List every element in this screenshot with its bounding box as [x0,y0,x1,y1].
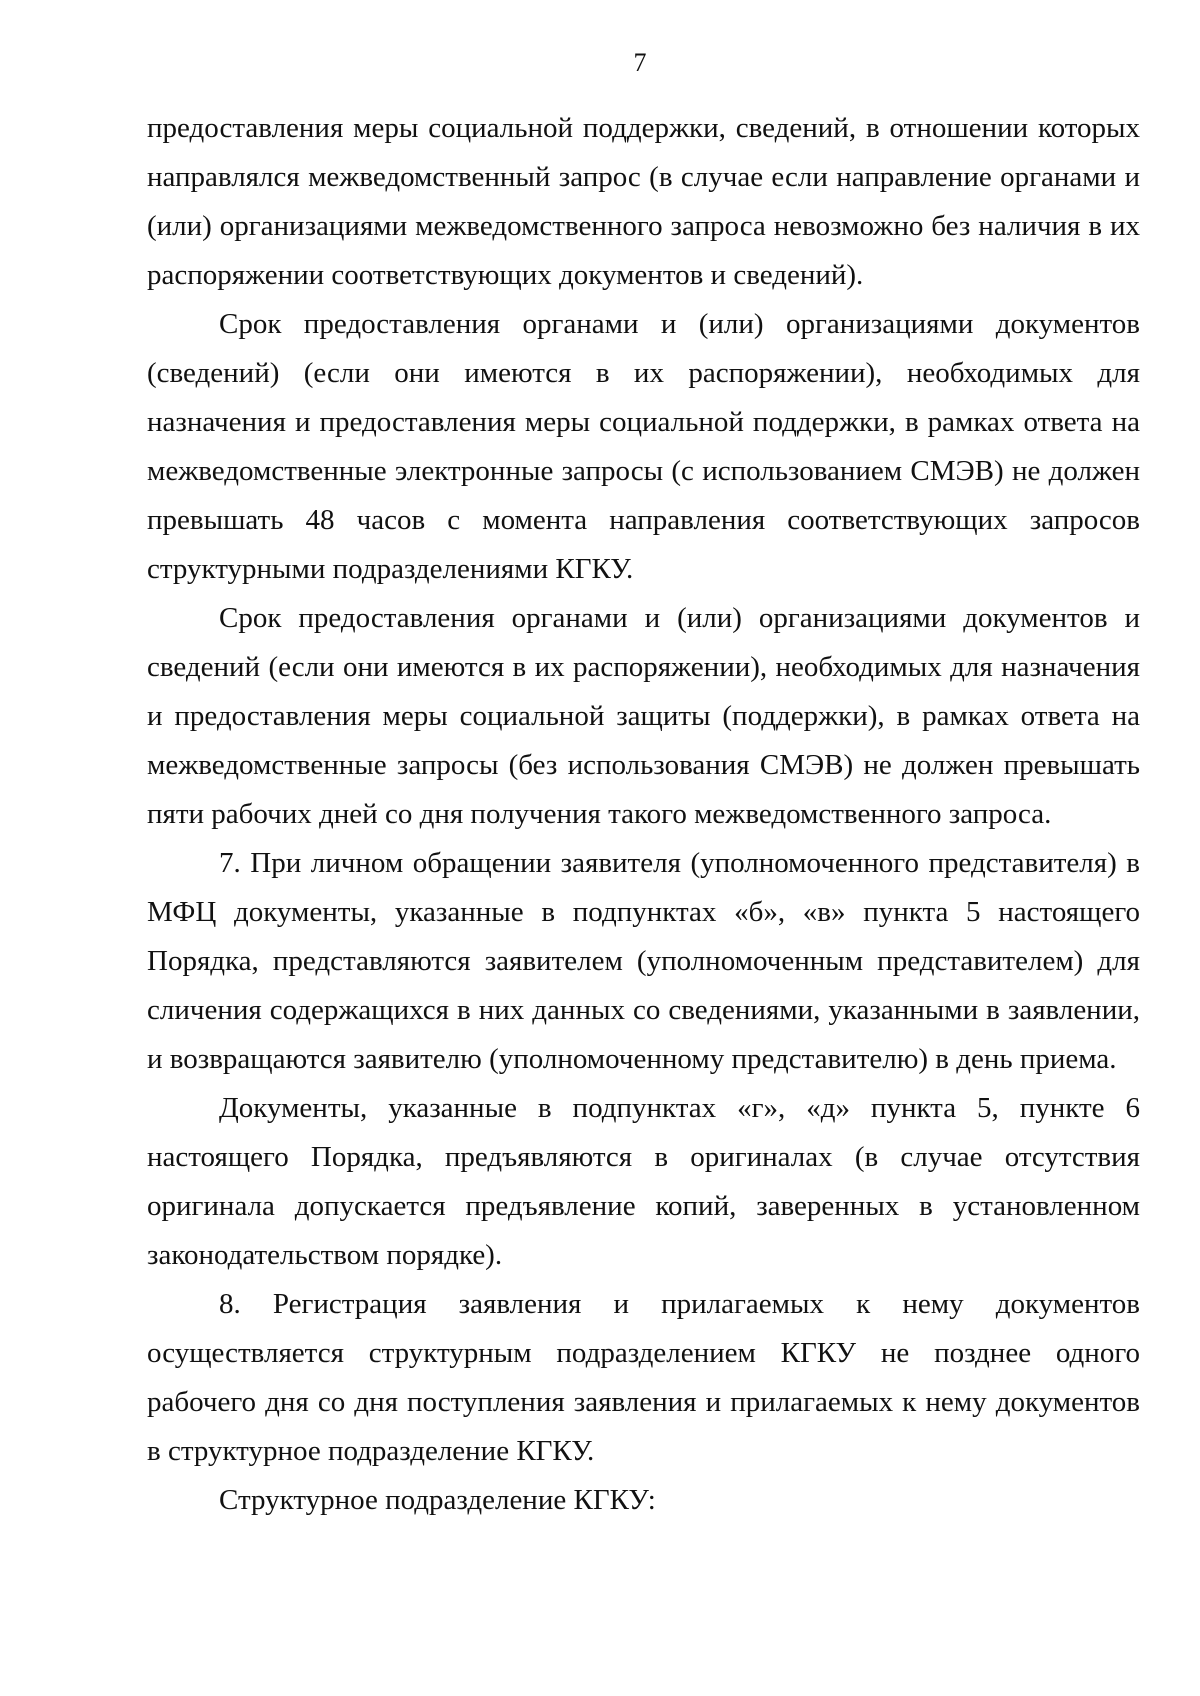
document-body [147,104,1140,1525]
paragraph-paper-request-deadline: Срок предоставления органами и (или) организациями документов и сведений (если они имеются в их распоряжении), необходимых для назначения и предоставления меры социальной защиты (поддержки), в рамках ответа на межведомственные запросы (без использования СМЭВ) не должен превышать пяти рабочих дней со дня получения такого межведомственного запроса. [147,602,1140,830]
paragraph-item-8: 8. Регистрация заявления и прилагаемых к нему документов осуществляется структурным подразделением КГКУ не позднее одного рабочего дня со дня поступления заявления и прилагаемых к нему документов в структурное подразделение КГКУ. [147,1288,1140,1467]
paragraph-item-7: 7. При личном обращении заявителя (уполномоченного представителя) в МФЦ документы, указанные в подпунктах «б», «в» пункта 5 настоящего Порядка, представляются заявителем (уполномоченным представителем) для сличения содержащихся в них данных со сведениями, указанными в заявлении, и возвращаются заявителю (уполномоченному представителю) в день приема. [147,847,1140,1075]
paragraph-continuation: предоставления меры социальной поддержки, сведений, в отношении которых направлялся межведомственный запрос (в случае если направление органами и (или) организациями межведомственного запроса невозможно без наличия в их распоряжении соответствующих документов и сведений). [147,112,1140,291]
paragraph-electronic-request-deadline: Срок предоставления органами и (или) организациями документов (сведений) (если они имеются в их распоряжении), необходимых для назначения и предоставления меры социальной поддержки, в рамках ответа на межведомственные электронные запросы (с использованием СМЭВ) не должен превышать 48 часов с момента направления соответствующих запросов структурными подразделениями КГКУ. [147,308,1140,585]
paragraph-originals: Документы, указанные в подпунктах «г», «д» пункта 5, пункте 6 настоящего Порядка, предъявляются в оригиналах (в случае отсутствия оригинала допускается предъявление копий, заверенных в установленном законодательством порядке). [147,1092,1140,1271]
paragraph-structural-unit: Структурное подразделение КГКУ: [219,1484,656,1516]
page-number: 7 [633,48,647,77]
